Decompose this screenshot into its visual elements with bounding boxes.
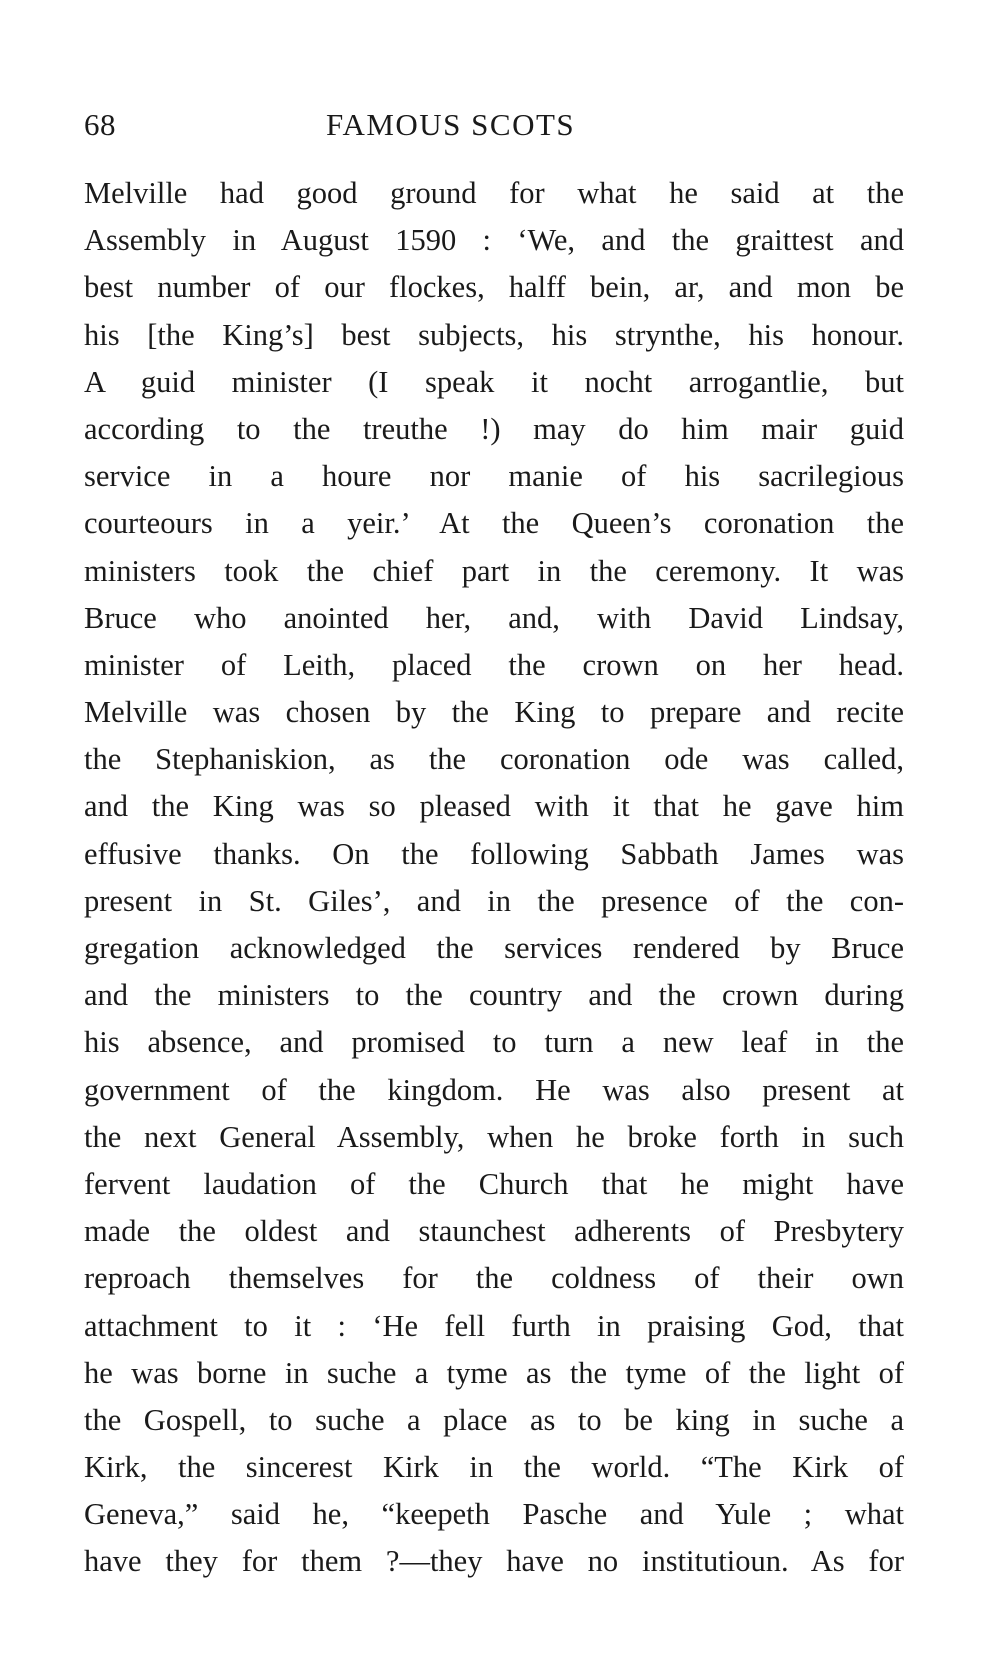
text-line: government of the kingdom. He was also present at — [84, 1072, 904, 1107]
text-line: effusive thanks. On the following Sabbath James was — [84, 836, 904, 871]
text-line: and the King was so pleased with it that he gave him — [84, 789, 904, 824]
text-line: Melville was chosen by the King to prepare and recite — [84, 695, 904, 730]
text-line: gregation acknowledged the services rendered by Bruce — [84, 931, 904, 965]
text-line: fervent laudation of the Church that he might have — [84, 1166, 904, 1201]
text-line: Assembly in August 1590 : ‘We, and the graittest and — [84, 223, 904, 258]
text-line: made the oldest and staunchest adherents of Presbytery — [84, 1214, 904, 1249]
text-line: attachment to it : ‘He fell furth in praising God, that — [84, 1308, 904, 1343]
text-line: best number of our flockes, halff bein, ar, and mon be — [84, 270, 904, 305]
running-title: FAMOUS SCOTS — [326, 107, 576, 142]
text-line: and the ministers to the country and the crown during — [84, 978, 904, 1013]
text-line: according to the treuthe !) may do him mair guid — [84, 411, 904, 446]
text-line: present in St. Giles’, and in the presence of the con- — [84, 883, 904, 918]
text-line: have they for them ?—they have no institutioun. As for — [84, 1544, 904, 1579]
text-line: his absence, and promised to turn a new leaf in the — [84, 1025, 904, 1060]
text-line: the next General Assembly, when he broke forth in such — [84, 1119, 904, 1154]
text-line: courteours in a yeir.’ At the Queen’s coronation the — [84, 506, 904, 541]
text-line: minister of Leith, placed the crown on her head. — [84, 647, 904, 682]
text-line: Kirk, the sincerest Kirk in the world. “The Kirk of — [84, 1450, 904, 1485]
text-line: Bruce who anointed her, and, with David Lindsay, — [84, 600, 904, 635]
body-text — [84, 170, 904, 1586]
text-line: A guid minister (I speak it nocht arrogantlie, but — [84, 364, 904, 399]
text-line: his [the King’s] best subjects, his strynthe, his honour. — [84, 317, 904, 352]
text-line: Geneva,” said he, “keepeth Pasche and Yule ; what — [84, 1497, 904, 1532]
page-number: 68 — [84, 107, 116, 142]
text-line: service in a houre nor manie of his sacrilegious — [84, 459, 904, 494]
text-line: the Gospell, to suche a place as to be king in suche a — [84, 1402, 904, 1437]
text-line: Melville had good ground for what he said at the — [84, 176, 904, 210]
text-line: reproach themselves for the coldness of their own — [84, 1261, 904, 1296]
text-line: the Stephaniskion, as the coronation ode was called, — [84, 742, 904, 777]
text-line: he was borne in suche a tyme as the tyme of the light of — [84, 1355, 904, 1390]
text-line: ministers took the chief part in the ceremony. It was — [84, 553, 904, 588]
running-head — [84, 100, 904, 150]
